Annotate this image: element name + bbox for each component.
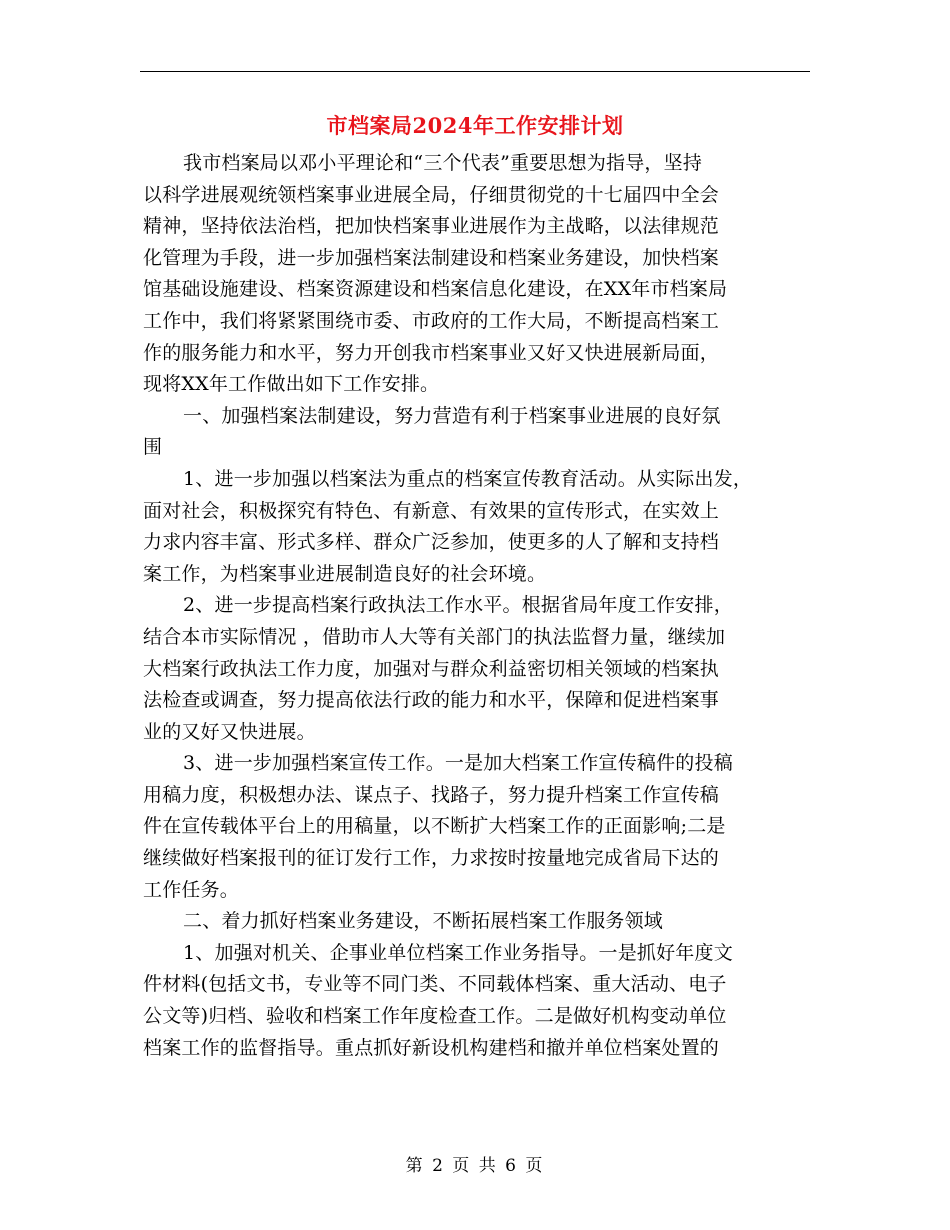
text-line: 我市档案局以邓小平理论和“三个代表”重要思想为指导，坚持	[183, 152, 703, 174]
text-line: 工作任务。	[143, 878, 240, 901]
text-line: 3、进一步加强档案宣传工作。一是加大档案工作宣传稿件的投稿	[183, 752, 733, 775]
text-line: 以科学进展观统领档案事业进展全局，仔细贯彻党的十七届四中全会	[143, 183, 720, 206]
text-line: 继续做好档案报刊的征订发行工作，力求按时按量地完成省局下达的	[143, 847, 720, 870]
text-line: 件材料(包括文书，专业等不同门类、不同载体档案、重大活动、电子	[143, 973, 727, 996]
text-line: 工作中，我们将紧紧围绕市委、市政府的工作大局，不断提高档案工	[143, 309, 720, 332]
text-line: 作的服务能力和水平，努力开创我市档案事业又好又快进展新局面，	[143, 341, 720, 364]
text-line: 用稿力度，积极想办法、谋点子、找路子，努力提升档案工作宣传稿	[143, 783, 720, 806]
document-body	[143, 148, 815, 1064]
text-line: 2、进一步提高档案行政执法工作水平。根据省局年度工作安排，	[183, 594, 733, 617]
text-line: 业的又好又快进展。	[143, 720, 316, 743]
text-line: 现将XX年工作做出如下工作安排。	[143, 373, 440, 396]
text-line: 化管理为手段，进一步加强档案法制建设和档案业务建设，加快档案	[143, 246, 720, 269]
text-line: 案工作，为档案事业进展制造良好的社会环境。	[143, 562, 547, 585]
text-line: 一、加强档案法制建设，努力营造有利于档案事业进展的良好氛	[183, 404, 721, 427]
text-line: 大档案行政执法工作力度，加强对与群众利益密切相关领域的档案执	[143, 657, 720, 680]
text-line: 二、着力抓好档案业务建设，不断拓展档案工作服务领域	[183, 910, 664, 933]
text-line: 馆基础设施建设、档案资源建设和档案信息化建设，在XX年市档案局	[143, 278, 728, 301]
text-line: 法检查或调查，努力提高依法行政的能力和水平，保障和促进档案事	[143, 689, 720, 712]
page-number: 第 2 页 共 6 页	[405, 1156, 545, 1176]
text-line: 1、加强对机关、企事业单位档案工作业务指导。一是抓好年度文	[183, 941, 733, 964]
text-line: 档案工作的监督指导。重点抓好新设机构建档和撤并单位档案处置的	[143, 1036, 720, 1059]
text-line: 结合本市实际情况 ，借助市人大等有关部门的执法监督力量，继续加	[143, 625, 726, 648]
text-line: 围	[143, 436, 163, 459]
text-line: 1、进一步加强以档案法为重点的档案宣传教育活动。从实际出发，	[183, 467, 753, 490]
document-title: 市档案局2024年工作安排计划	[326, 113, 624, 138]
header-rule	[140, 71, 810, 72]
text-line: 力求内容丰富、形式多样、群众广泛参加，使更多的人了解和支持档	[143, 531, 720, 554]
text-line: 面对社会，积极探究有特色、有新意、有效果的宣传形式，在实效上	[143, 499, 720, 522]
text-line: 精神，坚持依法治档，把加快档案事业进展作为主战略，以法律规范	[143, 215, 720, 238]
text-line: 公文等)归档、验收和档案工作年度检查工作。二是做好机构变动单位	[143, 1005, 727, 1028]
text-line: 件在宣传载体平台上的用稿量，以不断扩大档案工作的正面影响;二是	[143, 815, 726, 838]
